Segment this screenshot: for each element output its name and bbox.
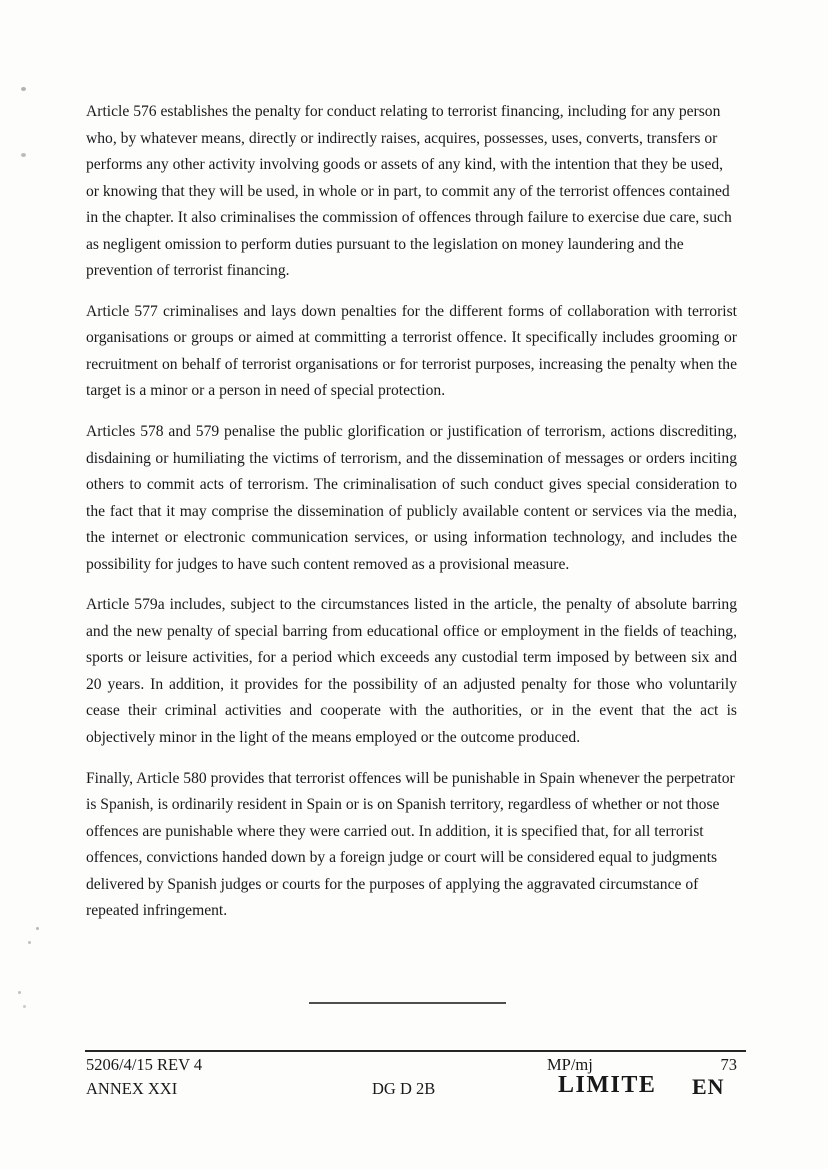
dg-code: DG D 2B bbox=[372, 1079, 436, 1098]
scan-artifact bbox=[23, 1005, 26, 1008]
paragraph-article-580: Finally, Article 580 provides that terrorist offences will be punishable in Spain whenever the perpetrator is Spanish, is ordinarily resident in Spain or is on Spanish territory, regardless of whether or not those offences are punishable where they were carried out. In addition, it is specified that, for all terrorist offences, convictions handed down by a foreign judge or court will be considered equal to judgments delivered by Spanish judges or courts for the purposes of applying the aggravated circumstance of repeated infringement. bbox=[86, 769, 735, 920]
page-number: 73 bbox=[720, 1055, 737, 1074]
annex-label: ANNEX XXI bbox=[86, 1079, 178, 1098]
paragraph-article-579a: Article 579a includes, subject to the circumstances listed in the article, the penalty of absolute barring and the new penalty of special barring from educational office or employment in the fields of teaching, sports or leisure activities, for a period which exceeds any custodial term imposed by between six and 20 years. In addition, it provides for the possibility of an adjusted penalty for those who voluntarily cease their criminal activities and cooperate with the authorities, or in the event that the act is objectively minor in the light of the means employed or the outcome produced. bbox=[86, 596, 737, 747]
drafter-initials: MP/mj bbox=[547, 1055, 593, 1074]
scan-artifact bbox=[18, 991, 21, 994]
paragraph-article-576: Article 576 establishes the penalty for conduct relating to terrorist financing, including for any person who, by whatever means, directly or indirectly raises, acquires, possesses, uses, converts, transfers or performs any other activity involving goods or assets of any kind, with the intention that they be used, or knowing that they will be used, in whole or in part, to commit any of the terrorist offences contained in the chapter. It also criminalises the commission of offences through failure to exercise due care, such as negligent omission to perform duties pursuant to the legislation on money laundering and the prevention of terrorist financing. bbox=[86, 103, 732, 280]
paragraph-article-577: Article 577 criminalises and lays down penalties for the different forms of collaboration with terrorist organisations or groups or aimed at committing a terrorist offence. It specifically includes grooming or recruitment on behalf of terrorist organisations or for terrorist purposes, increasing the penalty when the target is a minor or a person in need of special protection. bbox=[86, 302, 737, 400]
classification-marking: LIMITE bbox=[558, 1072, 657, 1098]
scan-artifact bbox=[21, 153, 26, 157]
scan-artifact bbox=[28, 941, 31, 944]
document-body bbox=[86, 99, 737, 939]
scan-artifact bbox=[36, 927, 39, 930]
doc-reference: 5206/4/15 REV 4 bbox=[86, 1055, 203, 1074]
section-divider-line bbox=[309, 1002, 506, 1004]
scan-artifact bbox=[21, 87, 26, 91]
paragraph-articles-578-579: Articles 578 and 579 penalise the public glorification or justification of terrorism, actions discrediting, disdaining or humiliating the victims of terrorism, and the dissemination of messages or orders inciting others to commit acts of terrorism. The criminalisation of such conduct gives special consideration to the fact that it may comprise the dissemination of publicly available content or services via the media, the internet or electronic communication services, or using information technology, and includes the possibility for judges to have such content removed as a provisional measure. bbox=[86, 423, 737, 573]
language-code: EN bbox=[692, 1074, 725, 1099]
footer-rule bbox=[85, 1050, 746, 1052]
